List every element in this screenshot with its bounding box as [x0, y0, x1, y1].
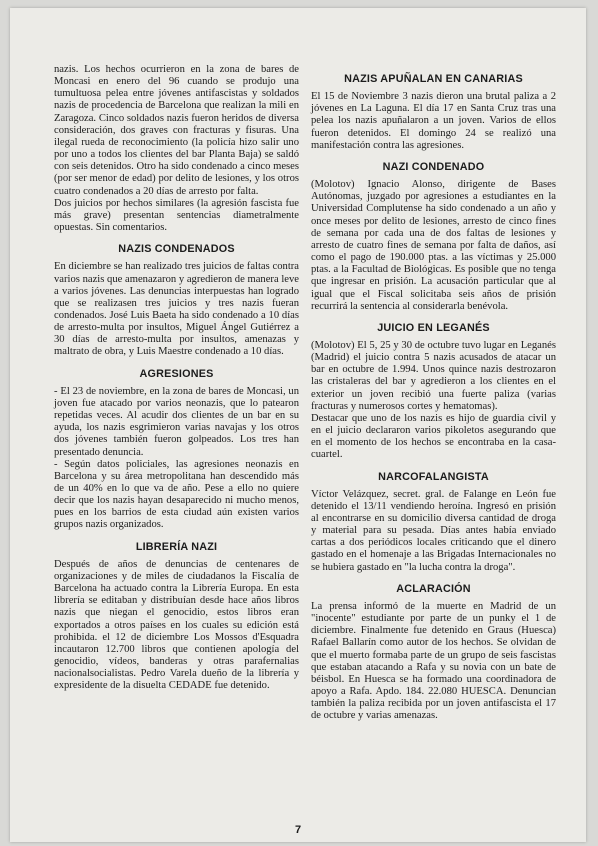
section-heading-juicio-leganes: JUICIO EN LEGANÉS	[377, 321, 490, 334]
section-paragraph: (Molotov) Ignacio Alonso, dirigente de Bases Autónomas, juzgado por agresiones a estudiantes en la Universidad Complutense ha sido condenado a un año y once meses por delito de lesiones, arresto de cinco fines de semana por cada una de dos faltas de lesiones y arresto de cuatro fines de semana por falta de daños, así como el pago de 190.000 ptas. a las víctimas y 25.000 ptas. a la Facultad de Biológicas. Es posible que no tenga que ingresar en prisión. La acusación particular que al igual que el Fiscal solicitaba seis años de prisión recurrirá la sentencia al considerarla benévola.	[311, 179, 556, 312]
section-paragraph: (Molotov) El 5, 25 y 30 de octubre tuvo lugar en Leganés (Madrid) el juicio contra 5 nazis acusados de atacar un bar en octubre de 1.994. Unos quince nazis destrozaron las cristaleras del bar y agredieron a los clientes en el exterior un joven recibió una fuerte paliza (varias fracturas y numerosos cortes y hematomas).	[311, 339, 556, 412]
section-heading-aclaracion: ACLARACIÓN	[396, 582, 471, 595]
section-paragraph: Destacar que uno de los nazis es hijo de guardia civil y en el juicio declararon varios pikoletos asegurando que en el momento de los hechos se encontraba en la casa-cuartel.	[311, 412, 556, 461]
newsletter-page	[10, 8, 586, 842]
section-paragraph: Después de años de denuncias de centenares de organizaciones y de miles de ciudadanos la Fiscalía de Barcelona ha actuado contra la Librería Europa. En esta librería se editaban y distribuían desde hace años libros nazis que niegan el genocidio, estos libros eran exportados a otros países en los cuales su edición está prohibida. el 12 de diciembre Los Mossos d'Esquadra incautaron 12.700 libros que contienen apología del genocidio, vídeos, banderas y otras parafernalias nacionalsocialistas. Pedro Varela dueño de la librería y expresidente de la disuelta CEDADE fue detenido.	[54, 558, 299, 692]
section-paragraph: En diciembre se han realizado tres juicios de faltas contra varios nazis que amenazaron y agredieron de manera leve a varios jóvenes. Las denuncias interpuestas han logrado que se realizasen tres juicios y tres nazis fueran condenados. José Luis Baeta ha sido condenado a 10 días de arresto-multa por insultos, Miguel Ángel Gutiérrez a 30 días de arresto-multa por insultos, amenazas y maltrato de obra, y Luis Maestre condenado a 10 días.	[54, 261, 299, 358]
intro-paragraph: nazis. Los hechos ocurrieron en la zona de bares de Moncasi en enero del 96 cuando se produjo una tumultuosa pelea entre jóvenes antifascistas y soldados nazis de procedencia de Barcelona que realizan la mili en Zaragoza. Cinco soldados nazis fueron heridos de diversa consideración, dos graves con fracturas y fisuras. Una ilegal rueda de reconocimiento (la policía hizo salir uno por uno a todos los clientes del bar Planta Baja) se saldó con seis detenidos. Otro ha sido condenado a cinco meses (por ser menor de edad) por delito de lesiones, y los otros cuatro condenados a 20 días de arresto por falta.	[54, 64, 299, 197]
section-heading-nazis-condenados: NAZIS CONDENADOS	[118, 243, 235, 256]
section-paragraph: - Según datos policiales, las agresiones neonazis en Barcelona y su área metropolitana han descendido más de un 40% en lo que va de año. Pese a ello no quiere decir que los nazis hayan desaparecido ni mucho menos, pues en los barrios de esta ciudad aún existen varios grupos nazis organizados.	[54, 458, 299, 531]
section-heading-narcofalangista: NARCOFALANGISTA	[378, 470, 489, 483]
section-paragraph: El 15 de Noviembre 3 nazis dieron una brutal paliza a 2 jóvenes en La Laguna. El día 17 en Santa Cruz tras una pelea los nazis apuñalaron a un joven. Varios de ellos fueron detenidos. El domingo 24 se realizó una manifestación contra las agresiones.	[311, 91, 556, 151]
right-column	[311, 73, 556, 723]
section-heading-agresiones: AGRESIONES	[139, 367, 214, 380]
left-column	[54, 64, 299, 693]
section-paragraph: Víctor Velázquez, secret. gral. de Falange en León fue detenido el 13/11 vendiendo heroína. Ingresó en prisión al encontrarse en su domicilio diversa cantidad de droga y material para su pesada. Días antes había enviado cartas a dos periódicos locales criticando que el dinero gastado en el homenaje a las Brigadas Internacionales no se hubiera gastado en "la lucha contra la droga".	[311, 488, 556, 573]
section-heading-nazi-condenado: NAZI CONDENADO	[382, 160, 485, 173]
section-paragraph: La prensa informó de la muerte en Madrid de un "inocente" estudiante por parte de un punky el 1 de diciembre. Finalmente fue detenido en Graus (Huesca) Rafael Ballarín como autor de los hechos. Se olvidan de que el muerto formaba parte de un grupo de seis fascistas que estaban atacando a Rafa y su novia con un bate de béisbol. En Huesca se ha formado una coordinadora de apoyo a Rafa. Apdo. 184. 22.080 HUESCA. Denuncian también la paliza recibida por un joven antifascista el 17 de octubre y varias amenazas.	[311, 600, 556, 722]
page-number: 7	[294, 824, 302, 836]
section-paragraph: - El 23 de noviembre, en la zona de bares de Moncasi, un joven fue atacado por varios neonazis, que lo patearon repetidas veces. Al acudir dos clientes de un bar en su ayuda, los nazis esgrimieron varias navajas y los otros dos jóvenes también fueron golpeados. Los tres han presentado denuncia.	[54, 385, 299, 458]
intro-paragraph: Dos juicios por hechos similares (la agresión fascista fue más grave) presentan sentencias diametralmente opuestas. Sin comentarios.	[54, 197, 299, 234]
section-heading-libreria-nazi: LIBRERÍA NAZI	[135, 540, 218, 553]
section-heading-nazis-apunalan: NAZIS APUÑALAN EN CANARIAS	[344, 73, 523, 85]
